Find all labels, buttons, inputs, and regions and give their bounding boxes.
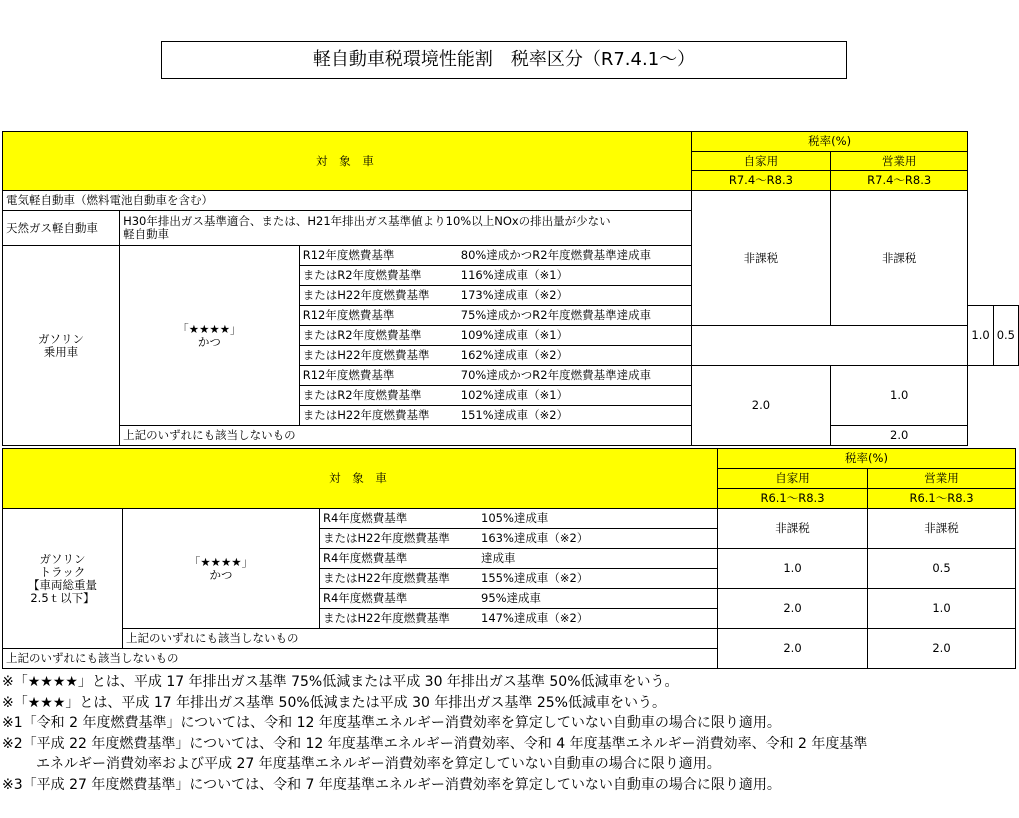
gasoline-truck-label [3,509,123,649]
four-star-label [123,509,320,629]
criteria-line: またはH22年度燃費基準 173%達成車（※2） [299,286,691,306]
private-use-header: 自家用 [718,469,868,489]
footnote: ※2「平成 22 年度燃費基準」については、令和 12 年度基準エネルギー消費効率、令和 4 年度基準エネルギー消費効率、令和 2 年度基準 [2,735,868,752]
rate-private: 1.0 [718,549,868,589]
criteria-line: R12年度燃費基準 80%達成かつR2年度燃費基準達成車 [299,246,691,266]
rate-none-private: 2.0 [718,629,868,669]
tax-rate-header: 税率(%) [718,449,1016,469]
criteria-line: またはR2年度燃費基準 116%達成車（※1） [299,266,691,286]
rate-none-business: 2.0 [830,426,967,446]
rate-private: 1.0 [968,306,993,366]
rate-business: 0.5 [993,306,1018,366]
rate-private: 非課税 [718,509,868,549]
none-of-above-label: 上記のいずれにも該当しないもの [120,426,692,446]
criteria-line: またはH22年度燃費基準 163%達成車（※2） [320,529,718,549]
cng-desc-line2: 軽自動車 [123,227,170,241]
rate-none-business: 2.0 [868,629,1016,669]
criteria-line: R4年度燃費基準 95%達成車 [320,589,718,609]
truck-label-line4: 2.5ｔ以下】 [30,590,95,605]
footnote: ※3「平成 27 年度燃費基準」については、令和 7 年度基準エネルギー消費効率を算定していない自動車の場合に限り適用。 [2,776,781,793]
truck-label-line2: トラック [39,564,86,579]
rate-private: 2.0 [691,366,830,446]
truck-label-line3: 【車両総重量 [28,577,97,592]
private-use-header: 自家用 [691,152,830,171]
business-use-header: 営業用 [830,152,967,171]
four-star-text: 「★★★★」 [177,321,242,336]
target-vehicle-header: 対 象 車 [3,449,718,509]
four-star-text: 「★★★★」 [188,554,254,569]
criteria-line: またはH22年度燃費基準 151%達成車（※2） [299,406,691,426]
footnote: ※1「令和 2 年度燃費基準」については、令和 12 年度基準エネルギー消費効率を算定していない自動車の場合に限り適用。 [2,715,781,731]
criteria-line: R4年度燃費基準 達成車 [320,549,718,569]
rate-exempt-business: 非課税 [830,191,967,326]
footnotes [2,672,867,795]
footnote: ※「★★★★」とは、平成 17 年排出ガス基準 75%低減または平成 30 年排出ガス基準 50%低減車をいう。 [2,674,679,690]
cng-vehicle-label: 天然ガス軽自動車 [3,211,120,246]
electric-vehicle-row: 電気軽自動車（燃料電池自動車を含む） [3,191,692,211]
criteria-line: またはR2年度燃費基準 109%達成車（※1） [299,326,691,346]
criteria-line: R4年度燃費基準 105%達成車 [320,509,718,529]
cng-desc-line1: H30年排出ガス基準適合、または、H21年排出ガス基準値より10%以上NOxの排出量が少ない [123,214,611,228]
business-period: R7.4～R8.3 [830,171,967,191]
rate-business: 1.0 [868,589,1016,629]
rate-business: 1.0 [830,366,967,426]
tax-rate-table-passenger [2,131,1019,446]
business-use-header: 営業用 [868,469,1016,489]
criteria-line: R12年度燃費基準 70%達成かつR2年度燃費基準達成車 [299,366,691,386]
business-period: R6.1～R8.3 [868,489,1016,509]
private-period: R6.1～R8.3 [718,489,868,509]
four-star-label [120,246,300,426]
target-vehicle-header: 対 象 車 [3,132,692,191]
criteria-line: またはR2年度燃費基準 102%達成車（※1） [299,386,691,406]
rate-private: 2.0 [718,589,868,629]
gasoline-label-line2: 乗用車 [43,344,79,359]
criteria-line: またはH22年度燃費基準 155%達成車（※2） [320,569,718,589]
tax-rate-table-truck [2,448,1016,669]
footnote-continued: エネルギー消費効率および平成 27 年度基準エネルギー消費効率を算定していない自動車の場合に限り適用。 [36,756,721,772]
none-of-above-inner: 上記のいずれにも該当しないもの [123,629,718,649]
private-period: R7.4～R8.3 [691,171,830,191]
page-title: 軽自動車税環境性能割 税率区分（R7.4.1～） [161,41,847,79]
rate-business: 0.5 [868,549,1016,589]
tax-rate-header: 税率(%) [691,132,968,152]
rate-business: 非課税 [868,509,1016,549]
truck-label-line1: ガソリン [39,551,86,566]
and-text: かつ [209,567,233,582]
criteria-line: またはH22年度燃費基準 147%達成車（※2） [320,609,718,629]
gasoline-passenger-label [3,246,120,446]
gasoline-label-line1: ガソリン [38,331,85,346]
footnote: ※「★★★」とは、平成 17 年排出ガス基準 50%低減または平成 30 年排出ガス基準 25%低減車をいう。 [2,694,666,711]
and-text: かつ [197,334,221,349]
criteria-line: またはH22年度燃費基準 162%達成車（※2） [299,346,691,366]
rate-exempt-private: 非課税 [691,191,830,326]
cng-vehicle-description [120,211,692,246]
criteria-line: R12年度燃費基準 75%達成かつR2年度燃費基準達成車 [299,306,691,326]
none-of-above-outer: 上記のいずれにも該当しないもの [3,649,718,669]
